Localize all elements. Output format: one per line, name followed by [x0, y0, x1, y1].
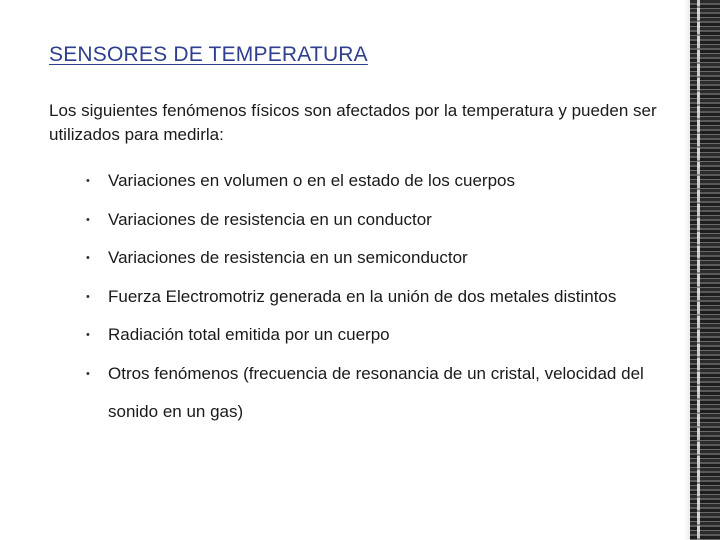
decorative-edge-highlight — [697, 0, 700, 540]
list-item — [86, 239, 666, 278]
bullet-icon: • — [86, 329, 90, 341]
intro-paragraph: Los siguientes fenómenos físicos son afectados por la temperatura y pueden ser utilizados para medirla: — [49, 101, 657, 144]
bullet-text: Variaciones de resistencia en un semiconductor — [108, 248, 468, 267]
bullet-icon: • — [86, 175, 90, 187]
bullet-list — [86, 162, 666, 432]
list-item — [86, 201, 666, 240]
decorative-edge-strip — [690, 0, 720, 540]
bullet-text: Variaciones en volumen o en el estado de los cuerpos — [108, 171, 515, 190]
bullet-icon: • — [86, 367, 90, 380]
bullet-text: Fuerza Electromotriz generada en la unión de dos metales distintos — [108, 286, 617, 306]
bullet-icon: • — [86, 290, 90, 303]
list-item — [86, 162, 666, 201]
slide-title: SENSORES DE TEMPERATURA — [49, 43, 368, 66]
list-item — [86, 278, 666, 317]
list-item — [86, 316, 666, 355]
bullet-text: Otros fenómenos (frecuencia de resonancia de un cristal, velocidad del sonido en un gas) — [108, 363, 644, 421]
bullet-text: Radiación total emitida por un cuerpo — [108, 325, 390, 344]
bullet-text: Variaciones de resistencia en un conductor — [108, 209, 432, 229]
bullet-icon: • — [86, 213, 90, 226]
bullet-icon: • — [86, 252, 90, 264]
list-item — [86, 355, 666, 432]
